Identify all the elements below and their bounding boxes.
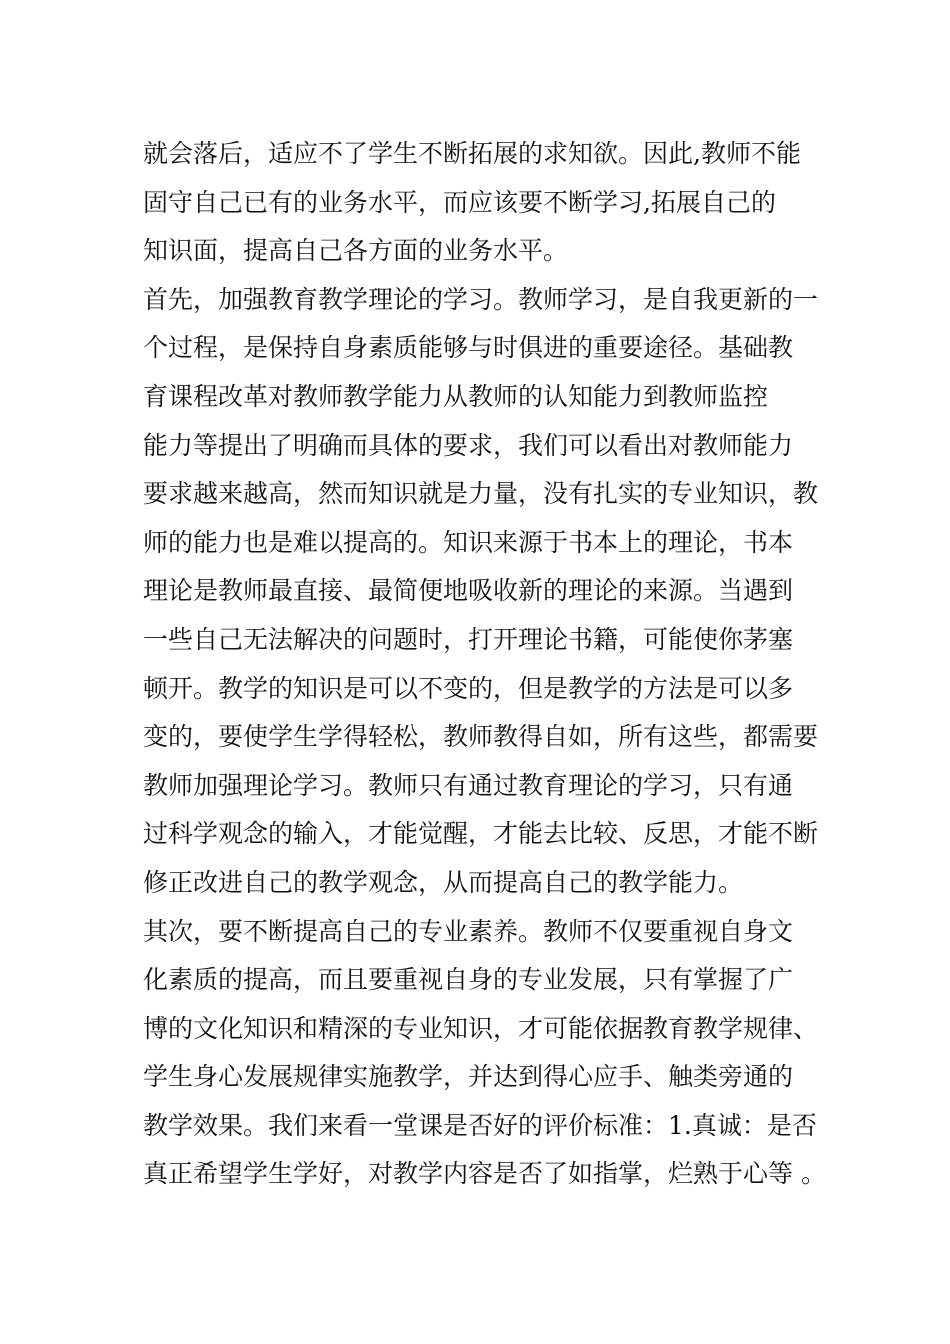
text-line: 知识面，提高自己各方面的业务水平。 [143, 236, 569, 266]
text-line: 变的，要使学生学得轻松，教师教得自如，所有这些，都需要 [143, 722, 819, 752]
text-line: 过科学观念的输入，才能觉醒，才能去比较、反思，才能不断 [143, 819, 819, 849]
text-line: 能力等提出了明确而具体的要求，我们可以看出对教师能力 [143, 430, 794, 460]
text-line: 学生身心发展规律实施教学，并达到得心应手、触类旁通的 [143, 1062, 794, 1092]
text-line: 固守自己已有的业务水平，而应该要不断学习,拓展自己的 [143, 187, 776, 217]
text-line: 真正希望学生学好，对教学内容是否了如指掌，烂熟于心等 。 [143, 1159, 826, 1189]
text-line: 博的文化知识和精深的专业知识，才可能依据教育教学规律、 [143, 1013, 819, 1043]
text-line: 一些自己无法解决的问题时，打开理论书籍，可能使你茅塞 [143, 624, 794, 654]
text-line: 教学效果。我们来看一堂课是否好的评价标准：1.真诚：是否 [143, 1110, 817, 1140]
text-line: 理论是教师最直接、最简便地吸收新的理论的来源。当遇到 [143, 576, 794, 606]
text-line: 个过程，是保持自身素质能够与时俱进的重要途径。基础教 [143, 333, 794, 363]
text-line: 顿开。教学的知识是可以不变的，但是教学的方法是可以多 [143, 673, 794, 703]
text-line: 首先，加强教育教学理论的学习。教师学习，是自我更新的一 [143, 284, 819, 314]
text-line: 教师加强理论学习。教师只有通过教育理论的学习，只有通 [143, 770, 794, 800]
text-line: 化素质的提高，而且要重视自身的专业发展，只有掌握了广 [143, 965, 794, 995]
text-line: 就会落后，适应不了学生不断拓展的求知欲。因此,教师不能 [143, 139, 801, 168]
text-line: 师的能力也是难以提高的。知识来源于书本上的理论，书本 [143, 527, 794, 557]
text-line: 要求越来越高，然而知识就是力量，没有扎实的专业知识，教 [143, 479, 819, 509]
text-line: 修正改进自己的教学观念，从而提高自己的教学能力。 [143, 867, 744, 897]
body-text [143, 130, 843, 1199]
text-line: 育课程改革对教师教学能力从教师的认知能力到教师监控 [143, 381, 769, 411]
text-line: 其次，要不断提高自己的专业素养。教师不仅要重视自身文 [143, 916, 794, 946]
